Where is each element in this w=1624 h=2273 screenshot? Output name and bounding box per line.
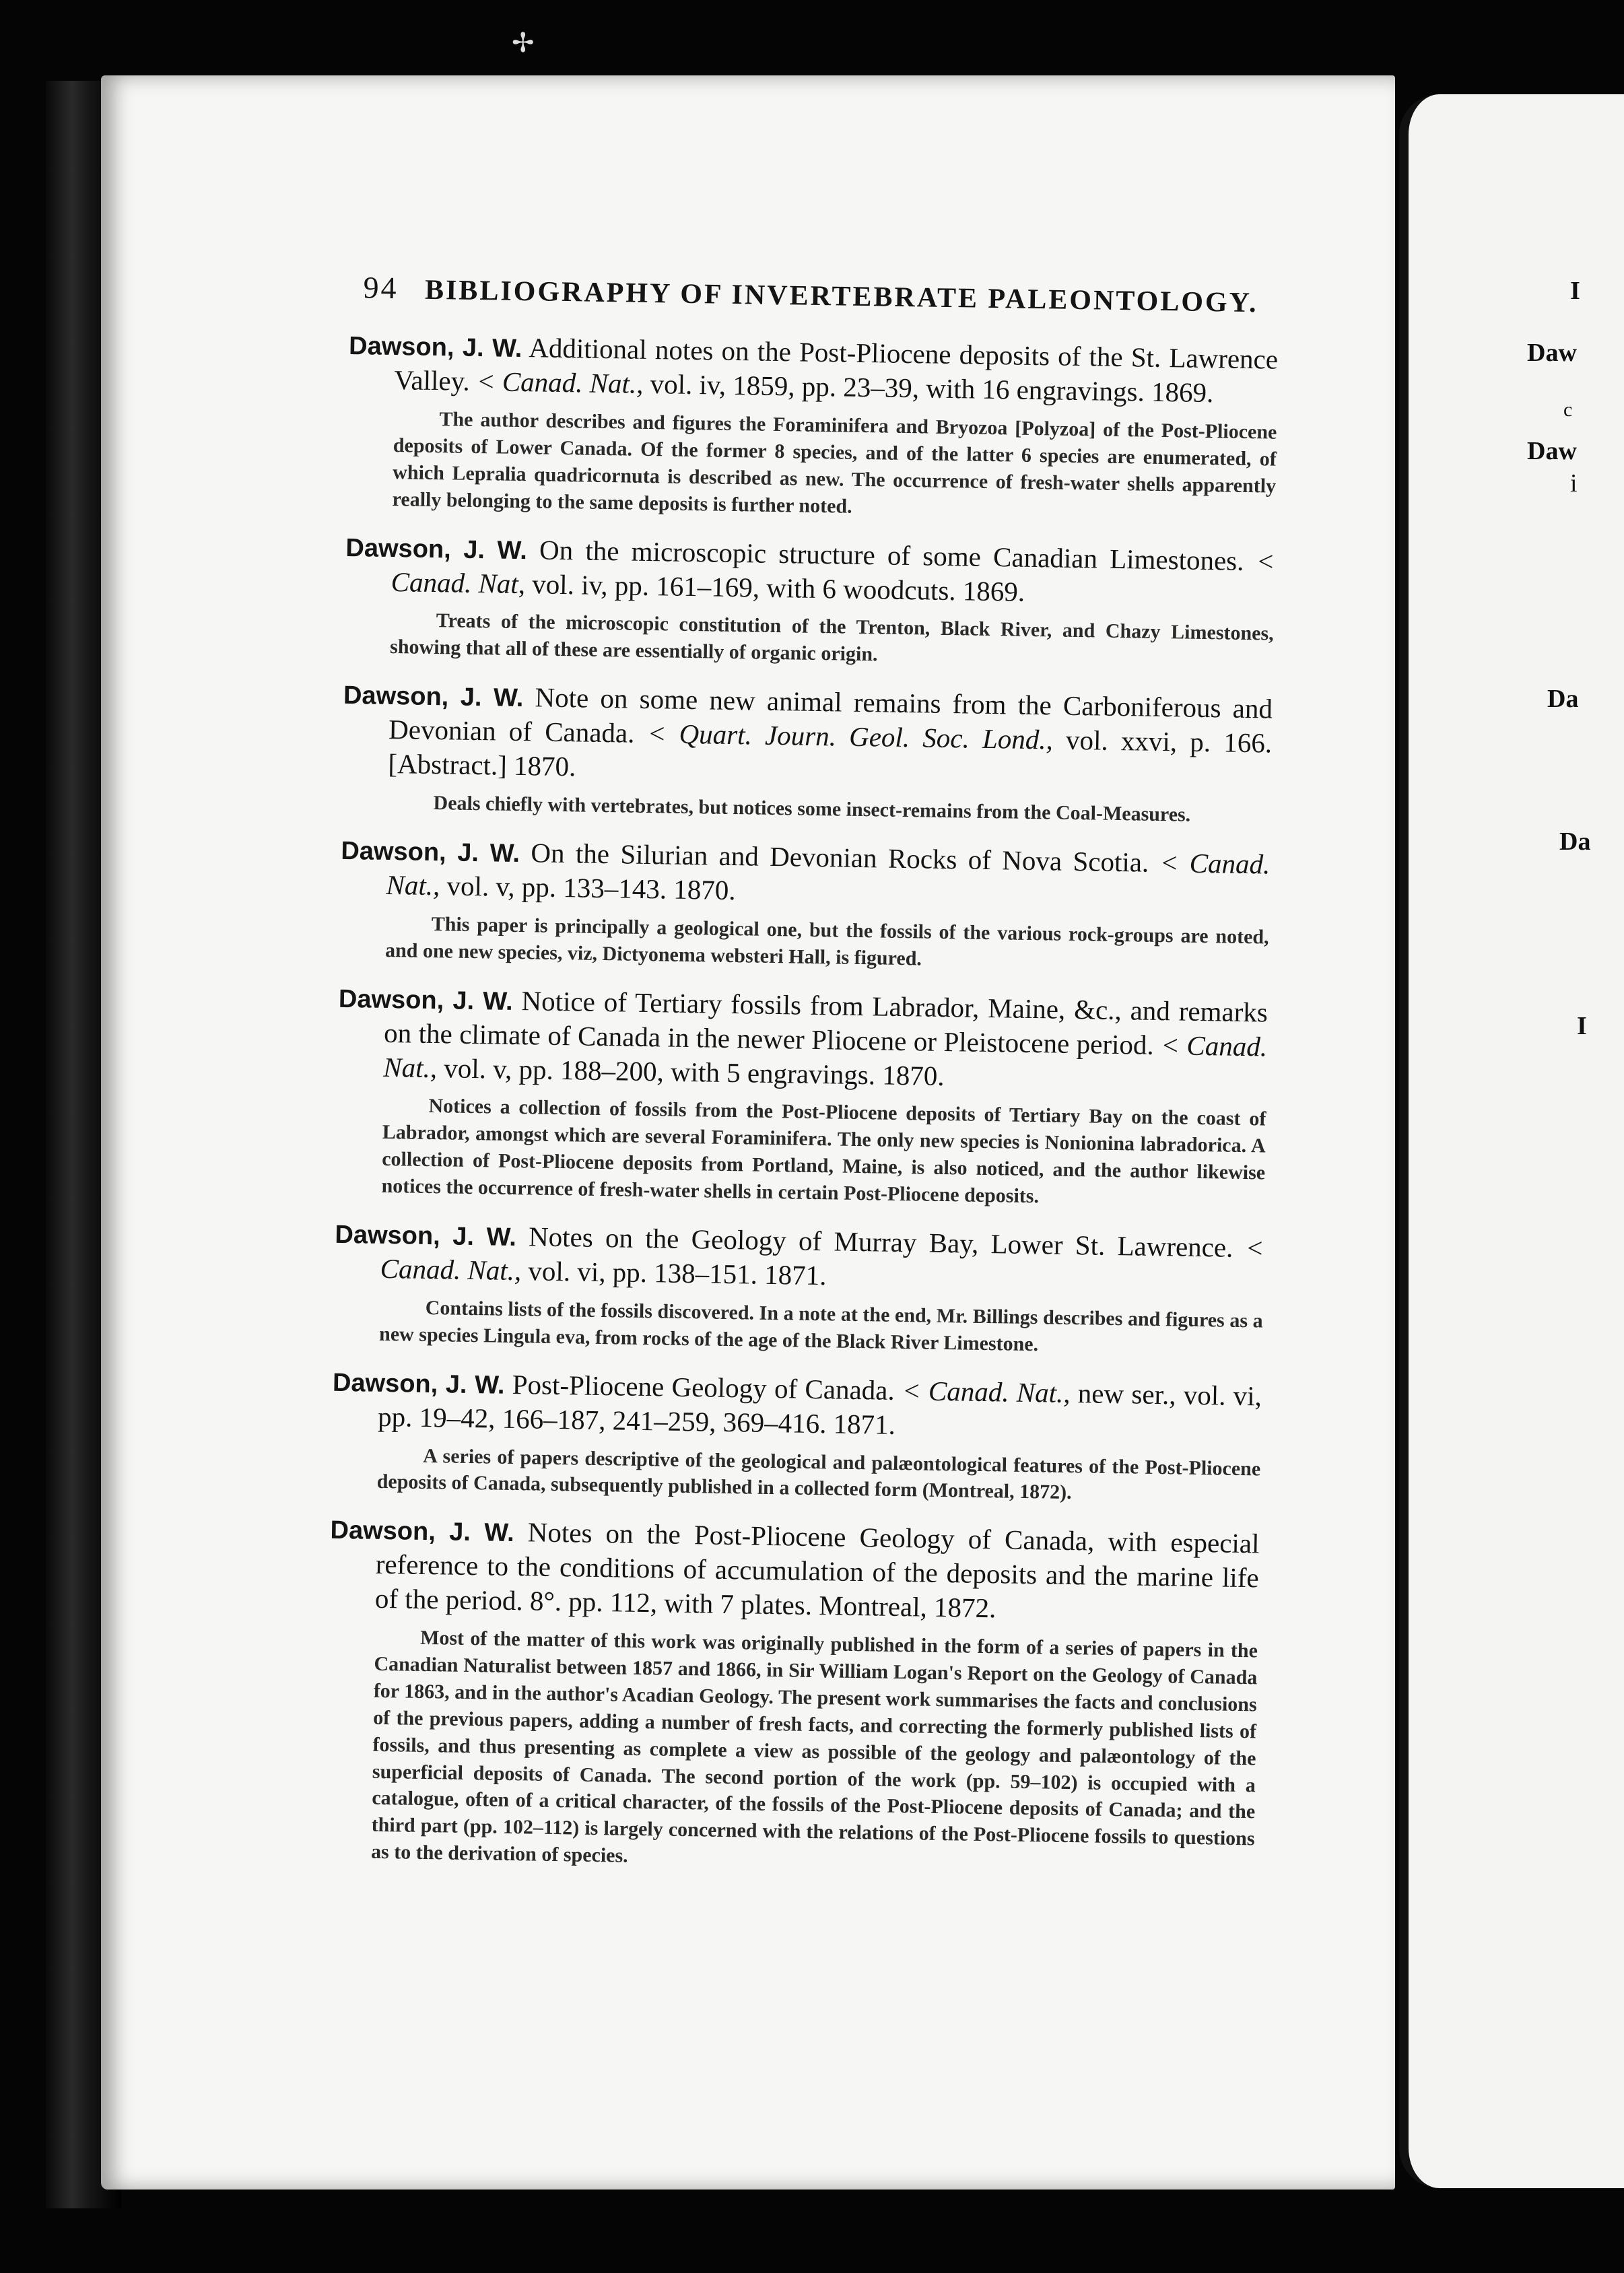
entry-journal: < Canad. Nat., [383,1029,1268,1083]
entry-title: Notes on the Geology of Murray Bay, Lower St. Lawrence. [528,1221,1233,1263]
entry-citation [348,328,1278,411]
entry-annotation: Notices a collection of fossils from the Post-Pliocene deposits of Tertiary Bay on the coast of Labrador, amongst which are several Foraminifera. The only new species is Nonionina labradorica. A collection of Post-Pliocene deposits from Portland, Maine, is also noticed, and the author likewise notices the occurrence of fresh-water shells in certain Post-Pliocene deposits. [381,1095,1266,1208]
entry-citation [332,1364,1262,1448]
page-content [325,269,1279,1897]
adjacent-fragment: Da [1547,685,1579,713]
entry-details: vol. v, pp. 133–143. 1870. [446,870,736,906]
entry-details: vol. v, pp. 188–200, with 5 engravings. 1870. [444,1052,945,1091]
entry-annotation: A series of papers descriptive of the geological and palæontological features of the Post-Pliocene deposits of Canada, subsequently published in a collected form (Montreal, 1872). [376,1444,1261,1504]
entry-citation [334,1217,1264,1300]
entry-author: Dawson, J. W. [330,1516,515,1548]
adjacent-fragment: Daw [1527,339,1577,367]
entry-journal: < Canad. Nat., [476,366,644,399]
entry-citation [345,529,1275,613]
entry-annotation: This paper is principally a geological one, but the fossils of the various rock-groups are noted, and one new species, viz, Dictyonema websteri Hall, is figured. [384,912,1269,970]
entry-journal: < Canad. Nat., [386,846,1271,902]
entry-annotation: Most of the matter of this work was originally published in the form of a series of papers in the Canadian Naturalist between 1857 and 1866, in Sir William Logan's Report on the Geology of Canada for 1863, and in the author's Acadian Geology. The present work summarises the facts and conclusions of the previous papers, adding a number of fresh facts, and correcting the formerly published lists of fossils, and thus presenting as complete a view as possible of the geology and palæontology of the superficial deposits of Canada. The second portion of the work (pp. 59–102) is occupied with a catalogue, often of a critical character, of the fossils of the Post-Pliocene deposits of Canada; and the third part (pp. 102–112) is largely concerned with the relations of the Post-Pliocene fossils to questions as to the derivation of species. [370,1627,1258,1868]
entry-citation [337,980,1268,1097]
bibliography-entry [325,1512,1260,1879]
bibliography-entry [339,833,1271,978]
entry-author: Dawson, J. W. [345,533,528,565]
entry-journal: < Quart. Journ. Geol. Soc. Lond., [647,718,1054,755]
page-number: 94 [363,270,399,306]
entry-title: Additional notes on the Post-Pliocene deposits of the St. Lawrence Valley. [394,332,1279,397]
bibliography-entry [346,328,1278,527]
entry-title: On the Silurian and Devonian Rocks of Nova Scotia. [531,837,1149,878]
entry-title: Post-Pliocene Geology of Canada. [512,1368,895,1406]
entry-annotation: Deals chiefly with vertebrates, but notices some insect-remains from the Coal-Measures. [433,792,1191,826]
entry-details: new ser., vol. vi, pp. 19–42, 166–187, 241–259, 369–416. 1871. [377,1377,1262,1440]
entry-details: vol. iv, 1859, pp. 23–39, with 16 engravings. 1869. [650,368,1214,409]
adjacent-fragment: I [1577,1012,1587,1040]
entry-citation [340,833,1270,916]
adjacent-page [1399,94,1624,2188]
entry-citation [329,1512,1260,1629]
adjacent-fragment: i [1570,469,1578,498]
entry-annotation: Contains lists of the fossils discovered. In a note at the end, Mr. Billings describes and figures as a new species Lingula eva, from rocks of the age of the Black River Limestone. [378,1296,1263,1355]
entry-title: Notes on the Post-Pliocene Geology of Canada, with especial reference to the conditions of accumulation of the deposits and the marine life of the period. [374,1516,1260,1617]
entry-details: vol. xxvi, p. 166. [Abstract.] 1870. [388,724,1273,782]
adjacent-fragment: I [1570,277,1580,305]
entry-author: Dawson, J. W. [343,681,524,713]
bibliography-entry [341,677,1273,829]
entry-author: Dawson, J. W. [332,1368,505,1400]
entry-title: Notice of Tertiary fossils from Labrador, Maine, &c., and remarks on the climate of Canada in the newer Pliocene or Pleistocene period. [383,984,1268,1060]
bibliography-entry [335,980,1268,1213]
entry-citation [342,677,1273,794]
entry-journal: < Canad. Nat., [380,1231,1264,1287]
entry-title: Note on some new animal remains from the Carboniferous and Devonian of Canada. [388,681,1273,749]
bibliography-entry [344,529,1275,674]
entry-author: Dawson, J. W. [335,1220,517,1252]
entry-title: On the microscopic structure of some Canadian Limestones. [539,533,1244,576]
running-head-title: BIBLIOGRAPHY OF INVERTEBRATE PALEONTOLOGY. [424,274,1258,319]
bibliography-entry [333,1217,1264,1361]
entry-annotation: The author describes and figures the Foraminifera and Bryozoa [Polyzoa] of the Post-Pliocene deposits of Lower Canada. Of the former 8 species, and of the latter 6 species are enumerated, of which Lepralia quadricornuta is described as new. The occurrence of fresh-water shells apparently really belonging to the same deposits is further noted. [392,408,1277,518]
entry-author: Dawson, J. W. [348,331,522,364]
bibliography-entry [331,1364,1262,1509]
entry-details: 8°. pp. 112, with 7 plates. Montreal, 1872. [529,1585,996,1624]
entry-annotation: Treats of the microscopic constitution of the Trenton, Black River, and Chazy Limestones, showing that all of these are essentially of organic origin. [389,609,1274,666]
adjacent-fragment: c [1563,399,1573,421]
entry-journal: < Canad. Nat [391,545,1275,599]
entry-details: vol. vi, pp. 138–151. 1871. [528,1255,827,1291]
entry-author: Dawson, J. W. [341,836,520,868]
entry-details: , vol. iv, pp. 161–169, with 6 woodcuts. 1869. [518,568,1025,607]
entry-author: Dawson, J. W. [338,984,514,1016]
entry-journal: < Canad. Nat., [902,1374,1071,1409]
adjacent-fragment: Da [1559,827,1591,856]
scan-speck: ✢ [512,28,535,58]
adjacent-fragment: Daw [1527,437,1577,465]
